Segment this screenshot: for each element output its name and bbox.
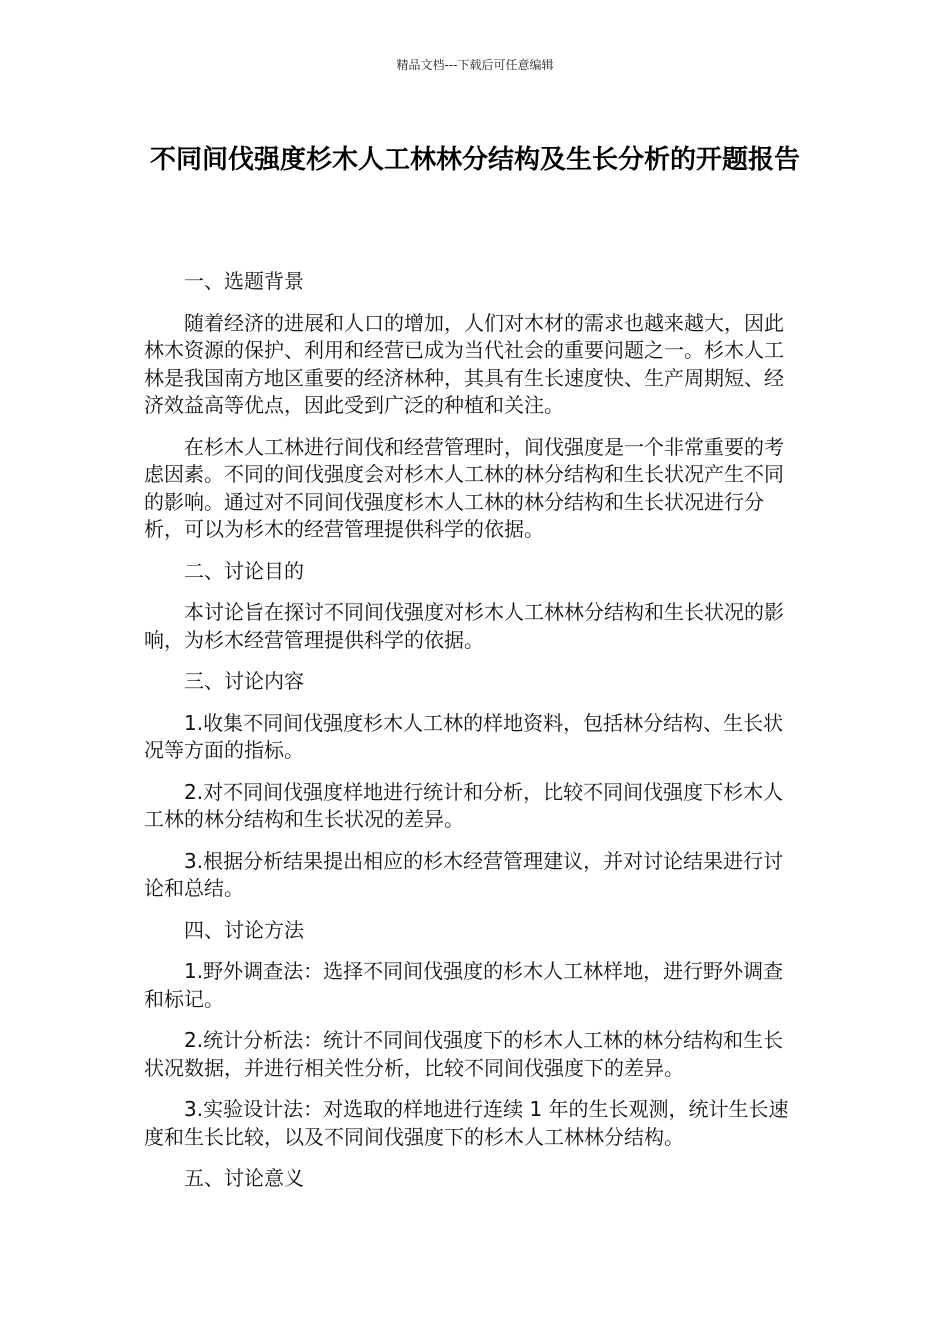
list-item: 1.野外调查法：选择不同间伐强度的杉木人工林样地，进行野外调查和标记。 [144,959,784,1011]
list-item: 1.收集不同间伐强度杉木人工林的样地资料，包括林分结构、生长状况等方面的指标。 [144,710,784,762]
document-title: 不同间伐强度杉木人工林林分结构及生长分析的开题报告 [149,145,800,175]
list-item: 3.实验设计法：对选取的样地进行连续 1 年的生长观测，统计生长速度和生长比较，以及不同间伐强度下的杉木人工林林分结构。 [144,1097,789,1149]
section-heading-significance: 五、讨论意义 [184,1166,304,1190]
list-item: 2.统计分析法：统计不同间伐强度下的杉木人工林的林分结构和生长状况数据，并进行相关性分析，比较不同间伐强度下的差异。 [144,1028,784,1080]
paragraph: 随着经济的进展和人口的增加，人们对木材的需求也越来越大，因此林木资源的保护、利用和经营已成为当代社会的重要问题之一。杉木人工林是我国南方地区重要的经济林种，其具有生长速度快、生产周期短、经济效益高等优点，因此受到广泛的种植和关注。 [144,310,784,417]
list-item: 3.根据分析结果提出相应的杉木经营管理建议，并对讨论结果进行讨论和总结。 [144,848,784,900]
section-heading-content: 三、讨论内容 [184,669,304,693]
section-heading-purpose: 二、讨论目的 [184,558,304,583]
paragraph: 本讨论旨在探讨不同间伐强度对杉木人工林林分结构和生长状况的影响，为杉木经营管理提供科学的依据。 [144,600,784,652]
section-heading-background: 一、选题背景 [184,269,304,293]
section-heading-methods: 四、讨论方法 [184,917,304,942]
list-item: 2.对不同间伐强度样地进行统计和分析，比较不同间伐强度下杉木人工林的林分结构和生长状况的差异。 [144,779,784,831]
paragraph: 在杉木人工林进行间伐和经营管理时，间伐强度是一个非常重要的考虑因素。不同的间伐强度会对杉木人工林的林分结构和生长状况产生不同的影响。通过对不同间伐强度杉木人工林的林分结构和生长状况进行分析，可以为杉木的经营管理提供科学的依据。 [144,434,784,541]
document-body [144,268,794,1207]
page-header: 精品文档---下载后可任意编辑 [396,58,554,72]
